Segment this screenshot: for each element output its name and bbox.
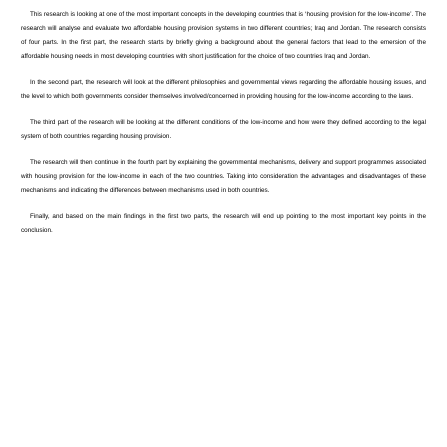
paragraph-second-part: In the second part, the research will look at the different philosophies and governmental views regarding the affordable housing issues, and the level to which both governments consider themselves involved/concerned in providing housing for the low-income according to the laws.	[21, 79, 426, 100]
paragraph-third-part: The third part of the research will be looking at the different conditions of the low-income and how were they defined according to the legal system of both countries regarding housing provision.	[21, 119, 426, 140]
paragraph-fourth-part: The research will then continue in the fourth part by explaining the governmental mechanisms, delivery and support programmes associated with housing provision for the low-income in each of the two countries. Taking into consideration the advantages and disadvantages of these mechanisms and indicating the differences between mechanisms used in both countries.	[21, 159, 426, 194]
paragraph-conclusion: Finally, and based on the main findings in the first two parts, the research will end up pointing to the most important key points in the conclusion.	[21, 213, 426, 234]
paragraph-intro: This research is looking at one of the most important concepts in the developing countries that is ‘housing provision for the low-income’. The research will analyse and evaluate two affordable housing provision systems in two different countries; Iraq and Jordan. The research consists of four parts. In the first part, the research starts by briefly giving a background about the general factors that lead to the emersion of the affordable housing needs in most developing countries with short justification for the choice of two countries Iraq and Jordan.	[21, 11, 426, 60]
